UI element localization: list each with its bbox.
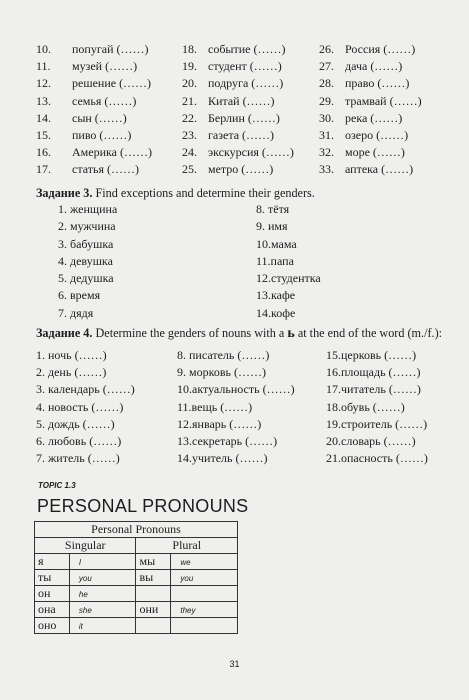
task-3-item: 10.мама (256, 236, 297, 251)
item-word: попугай (……) (72, 42, 149, 56)
task-3-item: 3. бабушка (58, 236, 114, 251)
item-number: 25. (182, 162, 197, 177)
list-row (36, 59, 456, 76)
russian-pronoun: вы (136, 570, 171, 586)
english-pronoun (69, 570, 136, 586)
list-row (36, 94, 456, 111)
task-3-item: 1. женщина (58, 202, 118, 216)
task-4-item: 11.вещь (……) (177, 399, 253, 414)
task-3-item: 4. девушка (58, 253, 113, 268)
russian-pronoun: мы (136, 554, 171, 570)
task-4-row (36, 451, 456, 468)
item-word: статья (……) (72, 162, 139, 177)
russian-pronoun: ты (35, 570, 70, 586)
task-3-item: 11.папа (256, 253, 294, 268)
item-number: 27. (319, 59, 334, 74)
english-pronoun-text: I (78, 558, 82, 567)
task-3-item: 13.кафе (256, 288, 296, 303)
item-number: 15. (36, 127, 51, 142)
task-4-list (36, 348, 456, 468)
item-word: река (……) (345, 110, 403, 125)
item-number: 14. (36, 110, 51, 125)
english-pronoun (69, 618, 136, 634)
personal-pronouns-table (34, 521, 238, 634)
item-number: 21. (182, 93, 197, 108)
plural-header: Plural (136, 538, 238, 554)
item-word: газета (……) (208, 127, 275, 142)
singular-header: Singular (35, 538, 136, 554)
item-word: Китай (……) (208, 93, 275, 108)
task-4-item: 12.январь (……) (177, 416, 262, 431)
task-4-item: 2. день (……) (36, 365, 107, 380)
task-4-item: 8. писатель (……) (177, 348, 270, 362)
item-number: 22. (182, 110, 197, 125)
task-4-text-after: at the end of the word (m./f.): (294, 326, 443, 340)
item-word: экскурсия (……) (208, 145, 294, 160)
english-pronoun (171, 570, 238, 586)
pronoun-row (35, 586, 238, 602)
task-4-item: 20.словарь (……) (326, 433, 416, 448)
item-number: 33. (319, 162, 334, 177)
task-3-right-list (256, 202, 321, 323)
section-heading: PERSONAL PRONOUNS (37, 496, 249, 516)
task-4-text-before: Determine the genders of nouns with a (92, 326, 288, 340)
list-row (36, 76, 456, 93)
task-4-item: 18.обувь (……) (326, 399, 405, 414)
item-word: право (……) (345, 76, 410, 91)
english-pronoun-text: you (180, 574, 194, 583)
task-4-item: 19.строитель (……) (326, 416, 428, 431)
pronoun-row (35, 602, 238, 618)
task-3-label: Задание 3. (36, 186, 93, 200)
russian-pronoun: он (35, 586, 70, 602)
item-number: 12. (36, 76, 51, 91)
item-number: 23. (182, 127, 197, 142)
task-4-item: 9. морковь (……) (177, 365, 266, 380)
russian-pronoun: я (35, 554, 70, 570)
english-pronoun-text: he (78, 590, 88, 599)
task-3-item: 7. дядя (58, 305, 94, 320)
item-word: метро (……) (208, 162, 274, 177)
task-4-item: 7. житель (……) (36, 451, 120, 466)
item-word: студент (……) (208, 59, 282, 74)
item-number: 32. (319, 145, 334, 160)
item-word: музей (……) (72, 59, 138, 74)
english-pronoun (171, 586, 238, 602)
english-pronoun-text: we (180, 558, 191, 567)
item-word: озеро (……) (345, 127, 409, 142)
task-4-item: 17.читатель (……) (326, 382, 421, 397)
item-word: семья (……) (72, 93, 137, 108)
russian-pronoun (136, 586, 171, 602)
item-word: аптека (……) (345, 162, 414, 177)
english-pronoun-text: she (78, 606, 92, 615)
task-3-item: 8. тётя (256, 202, 290, 216)
item-word: Берлин (……) (208, 110, 280, 125)
task-4-item: 15.церковь (……) (326, 348, 417, 362)
pronoun-row (35, 570, 238, 586)
russian-pronoun: она (35, 602, 70, 618)
task-4-soft-sign: ь (287, 326, 295, 341)
task-4-item: 21.опасность (……) (326, 451, 428, 466)
task-4-item: 16.площадь (……) (326, 365, 421, 380)
task-4-row (36, 434, 456, 451)
list-row (36, 145, 456, 162)
task-3-item: 6. время (58, 288, 101, 303)
task-3-left-list (58, 202, 117, 323)
pronoun-row (35, 554, 238, 570)
item-word: подруга (……) (208, 76, 284, 91)
english-pronoun (171, 602, 238, 618)
item-number: 30. (319, 110, 334, 125)
item-word: море (……) (345, 145, 405, 160)
item-word: пиво (……) (72, 127, 132, 142)
list-row (36, 128, 456, 145)
topic-label: TOPIC 1.3 (38, 481, 76, 490)
english-pronoun (171, 554, 238, 570)
item-number: 20. (182, 76, 197, 91)
item-number: 31. (319, 127, 334, 142)
task-4-item: 10.актуальность (……) (177, 382, 295, 397)
task-4-label: Задание 4. (36, 326, 93, 340)
item-number: 13. (36, 93, 51, 108)
task-4-item: 5. дождь (……) (36, 416, 115, 431)
task-4-item: 3. календарь (……) (36, 382, 135, 397)
item-number: 19. (182, 59, 197, 74)
task-3-item: 12.студентка (256, 271, 321, 286)
english-pronoun (171, 618, 238, 634)
russian-pronoun: оно (35, 618, 70, 634)
task-4-row (36, 400, 456, 417)
task-4-title (36, 326, 442, 342)
english-pronoun (69, 602, 136, 618)
task-3-title (36, 186, 315, 201)
item-number: 17. (36, 162, 51, 177)
task-3-item: 14.кофе (256, 305, 296, 320)
task-4-row (36, 348, 456, 365)
item-word: решение (……) (72, 76, 152, 91)
page-number: 31 (229, 659, 240, 669)
task-3-item: 2. мужчина (58, 219, 116, 234)
english-pronoun (69, 554, 136, 570)
list-row (36, 42, 456, 59)
item-number: 11. (36, 59, 51, 74)
english-pronoun-text: it (78, 622, 83, 631)
item-word: Америка (……) (72, 145, 152, 160)
english-pronoun (69, 586, 136, 602)
table-title: Personal Pronouns (35, 522, 238, 538)
task-4-item: 14.учитель (……) (177, 451, 268, 466)
list-row (36, 162, 456, 179)
item-number: 26. (319, 42, 334, 56)
russian-pronoun (136, 618, 171, 634)
task-3-item: 9. имя (256, 219, 288, 234)
pronoun-row (35, 618, 238, 634)
russian-pronoun: они (136, 602, 171, 618)
item-word: сын (……) (72, 110, 127, 125)
task-3-item: 5. дедушка (58, 271, 114, 286)
item-number: 29. (319, 93, 334, 108)
task-4-item: 13.секретарь (……) (177, 433, 278, 448)
noun-list-continued (36, 42, 456, 180)
english-pronoun-text: you (78, 574, 92, 583)
item-word: трамвай (……) (345, 93, 422, 108)
item-word: дача (……) (345, 59, 403, 74)
english-pronoun-text: they (180, 606, 196, 615)
list-row (36, 111, 456, 128)
task-4-item: 1. ночь (……) (36, 348, 107, 362)
item-number: 16. (36, 145, 51, 160)
item-word: Россия (……) (345, 42, 416, 56)
item-number: 18. (182, 42, 197, 56)
item-number: 24. (182, 145, 197, 160)
task-4-row (36, 365, 456, 382)
item-number: 10. (36, 42, 51, 56)
task-3-text: Find exceptions and determine their genders. (92, 186, 315, 200)
task-4-row (36, 417, 456, 434)
task-4-row (36, 382, 456, 399)
item-number: 28. (319, 76, 334, 91)
task-4-item: 6. любовь (……) (36, 433, 122, 448)
task-4-item: 4. новость (……) (36, 399, 124, 414)
item-word: событие (……) (208, 42, 286, 56)
